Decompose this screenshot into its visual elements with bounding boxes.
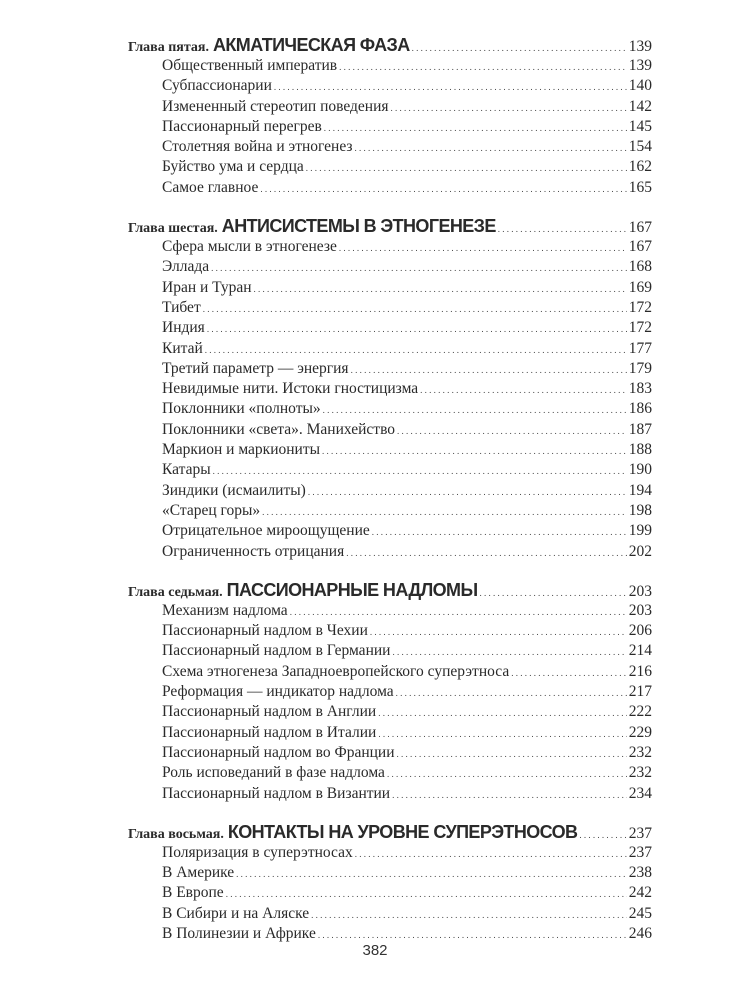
- chapter-section: [128, 821, 652, 944]
- entry-title: Пассионарный надлом в Византии: [162, 784, 391, 802]
- dot-leader: [392, 641, 626, 661]
- entry-page-number: 222: [628, 703, 652, 721]
- dot-leader: [355, 843, 627, 863]
- entry-title: Общественный императив: [162, 57, 338, 74]
- toc-entry: [128, 56, 652, 76]
- entry-title: Буйство ума и сердца: [162, 158, 304, 176]
- chapter-title: КОНТАКТЫ НА УРОВНЕ СУПЕРЭТНОСОВ: [227, 821, 578, 842]
- toc-entry: [128, 843, 652, 863]
- toc-entry: [128, 481, 652, 501]
- chapter-prefix: Глава седьмая.: [128, 584, 223, 600]
- entry-title: В Америке: [162, 864, 235, 882]
- entry-page-number: 232: [628, 764, 652, 782]
- chapter-section: [128, 579, 652, 804]
- entry-page-number: 145: [628, 117, 652, 135]
- entry-page-number: 162: [628, 158, 652, 176]
- entry-page-number: 186: [628, 400, 652, 418]
- dot-leader: [211, 257, 627, 277]
- entry-page-number: 172: [628, 319, 652, 337]
- entry-title: Пассионарный надлом в Англии: [162, 703, 377, 721]
- entry-page-number: 154: [628, 138, 652, 156]
- toc-entry: [128, 318, 652, 338]
- entry-page-number: 169: [628, 278, 652, 296]
- entry-page-number: 168: [628, 258, 652, 276]
- table-of-contents: [128, 34, 652, 961]
- toc-entry: [128, 359, 652, 379]
- entry-title: Невидимые нити. Истоки гностицизма: [162, 380, 419, 398]
- dot-leader: [498, 217, 627, 237]
- entry-title: Самое главное: [162, 178, 259, 196]
- dot-leader: [412, 36, 627, 56]
- toc-entry: [128, 641, 652, 661]
- dot-leader: [339, 56, 627, 76]
- entry-page-number: 217: [628, 683, 652, 701]
- entry-title: Роль исповеданий в фазе надлома: [162, 764, 385, 782]
- dot-leader: [511, 662, 627, 682]
- entry-title: В Сибири и на Аляске: [162, 904, 310, 922]
- entry-page-number: 194: [628, 481, 652, 499]
- entry-title: Тибет: [162, 298, 201, 316]
- toc-entry: [128, 621, 652, 641]
- dot-leader: [318, 924, 627, 944]
- entry-title: В Европе: [162, 884, 224, 902]
- chapter-heading: [128, 821, 652, 843]
- toc-entry: [128, 379, 652, 399]
- entry-title: В Полинезии и Африке: [162, 924, 316, 942]
- dot-leader: [311, 904, 627, 924]
- entry-title: Поклонники «света». Манихейство: [162, 420, 396, 438]
- entry-title: Пассионарный перегрев: [162, 117, 322, 135]
- dot-leader: [355, 137, 627, 157]
- entry-title: Пассионарный надлом в Германии: [162, 642, 391, 660]
- chapter-entries: [128, 601, 652, 804]
- entry-title: Зиндики (исмаилиты): [162, 481, 306, 499]
- entry-page-number: 187: [628, 420, 652, 438]
- toc-entry: [128, 440, 652, 460]
- entry-page-number: 206: [628, 622, 652, 640]
- dot-leader: [579, 823, 626, 843]
- dot-leader: [260, 178, 626, 198]
- toc-entry: [128, 501, 652, 521]
- dot-leader: [324, 117, 627, 137]
- dot-leader: [378, 723, 626, 743]
- entry-page-number: 140: [628, 77, 652, 95]
- entry-page-number: 216: [628, 662, 652, 680]
- chapter-section: [128, 34, 652, 198]
- entry-page-number: 172: [628, 298, 652, 316]
- chapter-prefix: Глава шестая.: [128, 221, 218, 237]
- toc-entry: [128, 157, 652, 177]
- entry-title: Механизм надлома: [162, 601, 288, 619]
- toc-entry: [128, 97, 652, 117]
- dot-leader: [323, 399, 627, 419]
- dot-leader: [236, 863, 627, 883]
- dot-leader: [387, 763, 627, 783]
- entry-title: Иран и Туран: [162, 278, 252, 296]
- entry-title: Третий параметр — энергия: [162, 359, 349, 377]
- dot-leader: [226, 883, 627, 903]
- toc-entry: [128, 237, 652, 257]
- dot-leader: [392, 784, 627, 804]
- dot-leader: [322, 440, 627, 460]
- entry-title: Столетняя война и этногенез: [162, 138, 353, 156]
- dot-leader: [203, 298, 627, 318]
- entry-title: Отрицательное мироощущение: [162, 522, 370, 540]
- entry-page-number: 245: [628, 904, 652, 922]
- entry-page-number: 179: [628, 359, 652, 377]
- entry-title: Измененный стереотип поведения: [162, 97, 389, 115]
- dot-leader: [262, 501, 627, 521]
- toc-entry: [128, 763, 652, 783]
- dot-leader: [207, 318, 627, 338]
- toc-entry: [128, 399, 652, 419]
- entry-title: Маркион и маркиониты: [162, 441, 321, 459]
- entry-title: Субпассионарии: [162, 77, 272, 95]
- dot-leader: [391, 97, 627, 117]
- dot-leader: [205, 339, 627, 359]
- entry-page-number: 142: [628, 97, 652, 115]
- entry-page-number: 177: [628, 339, 652, 357]
- chapter-entries: [128, 237, 652, 562]
- dot-leader: [397, 420, 627, 440]
- toc-entry: [128, 117, 652, 137]
- toc-list: [128, 34, 652, 944]
- entry-page-number: 199: [628, 522, 652, 540]
- entry-page-number: 139: [628, 57, 652, 74]
- dot-leader: [274, 76, 627, 96]
- chapter-entries: [128, 56, 652, 198]
- toc-entry: [128, 257, 652, 277]
- entry-title: Схема этногенеза Западноевропейского суперэтноса: [162, 662, 510, 680]
- toc-entry: [128, 883, 652, 903]
- entry-title: Эллада: [162, 258, 210, 276]
- toc-entry: [128, 863, 652, 883]
- toc-entry: [128, 601, 652, 621]
- entry-title: Поклонники «полноты»: [162, 400, 321, 418]
- toc-entry: [128, 339, 652, 359]
- chapter-title: ПАССИОНАРНЫЕ НАДЛОМЫ: [226, 579, 478, 600]
- entry-page-number: 188: [628, 441, 652, 459]
- dot-leader: [479, 581, 626, 601]
- entry-page-number: 203: [628, 601, 652, 619]
- toc-entry: [128, 460, 652, 480]
- entry-title: Индия: [162, 319, 205, 337]
- dot-leader: [420, 379, 627, 399]
- dot-leader: [351, 359, 627, 379]
- chapter-page-number: 139: [628, 38, 652, 55]
- dot-leader: [308, 481, 627, 501]
- chapter-prefix: Глава пятая.: [128, 40, 210, 55]
- toc-entry: [128, 662, 652, 682]
- chapter-heading: [128, 34, 652, 56]
- dot-leader: [370, 621, 627, 641]
- entry-title: Катары: [162, 461, 211, 479]
- chapter-title: АКМАТИЧЕСКАЯ ФАЗА: [213, 35, 410, 55]
- entry-title: Пассионарный надлом во Франции: [162, 743, 395, 761]
- dot-leader: [306, 157, 627, 177]
- entry-page-number: 237: [628, 843, 652, 861]
- entry-title: Реформация — индикатор надлома: [162, 683, 394, 701]
- chapter-prefix: Глава восьмая.: [128, 826, 224, 842]
- entry-page-number: 246: [628, 924, 652, 942]
- chapter-entries: [128, 843, 652, 944]
- toc-entry: [128, 682, 652, 702]
- chapter-page-number: 237: [628, 824, 652, 842]
- entry-page-number: 242: [628, 884, 652, 902]
- chapter-section: [128, 215, 652, 562]
- entry-title: Китай: [162, 339, 203, 357]
- chapter-heading: [128, 215, 652, 237]
- chapter-heading: [128, 579, 652, 601]
- chapter-page-number: 203: [628, 582, 652, 600]
- entry-title: Поляризация в суперэтносах: [162, 843, 353, 861]
- page-number: 382: [362, 942, 388, 959]
- entry-page-number: 232: [628, 743, 652, 761]
- entry-page-number: 198: [628, 501, 652, 519]
- toc-entry: [128, 278, 652, 298]
- toc-entry: [128, 76, 652, 96]
- dot-leader: [378, 702, 627, 722]
- toc-entry: [128, 784, 652, 804]
- toc-entry: [128, 178, 652, 198]
- entry-title: Сфера мысли в этногенезе: [162, 238, 337, 256]
- dot-leader: [346, 542, 627, 562]
- toc-entry: [128, 420, 652, 440]
- toc-entry: [128, 904, 652, 924]
- entry-page-number: 229: [628, 723, 652, 741]
- entry-page-number: 234: [628, 784, 652, 802]
- dot-leader: [254, 278, 627, 298]
- entry-page-number: 202: [628, 542, 652, 560]
- dot-leader: [396, 682, 627, 702]
- chapter-title: АНТИСИСТЕМЫ В ЭТНОГЕНЕЗЕ: [221, 216, 496, 237]
- entry-title: Пассионарный надлом в Чехии: [162, 622, 368, 640]
- toc-entry: [128, 298, 652, 318]
- dot-leader: [339, 237, 627, 257]
- chapter-page-number: 167: [628, 219, 652, 237]
- entry-title: «Старец горы»: [162, 501, 261, 519]
- toc-entry: [128, 702, 652, 722]
- dot-leader: [397, 743, 627, 763]
- toc-entry: [128, 542, 652, 562]
- dot-leader: [213, 460, 627, 480]
- toc-entry: [128, 743, 652, 763]
- entry-page-number: 165: [628, 178, 652, 196]
- toc-entry: [128, 723, 652, 743]
- entry-page-number: 190: [628, 461, 652, 479]
- entry-page-number: 167: [628, 238, 652, 256]
- entry-page-number: 238: [628, 864, 652, 882]
- toc-entry: [128, 521, 652, 541]
- entry-title: Ограниченность отрицания: [162, 542, 345, 560]
- dot-leader: [372, 521, 627, 541]
- entry-page-number: 214: [628, 642, 652, 660]
- dot-leader: [290, 601, 627, 621]
- toc-entry: [128, 137, 652, 157]
- entry-title: Пассионарный надлом в Италии: [162, 723, 377, 741]
- entry-page-number: 183: [628, 380, 652, 398]
